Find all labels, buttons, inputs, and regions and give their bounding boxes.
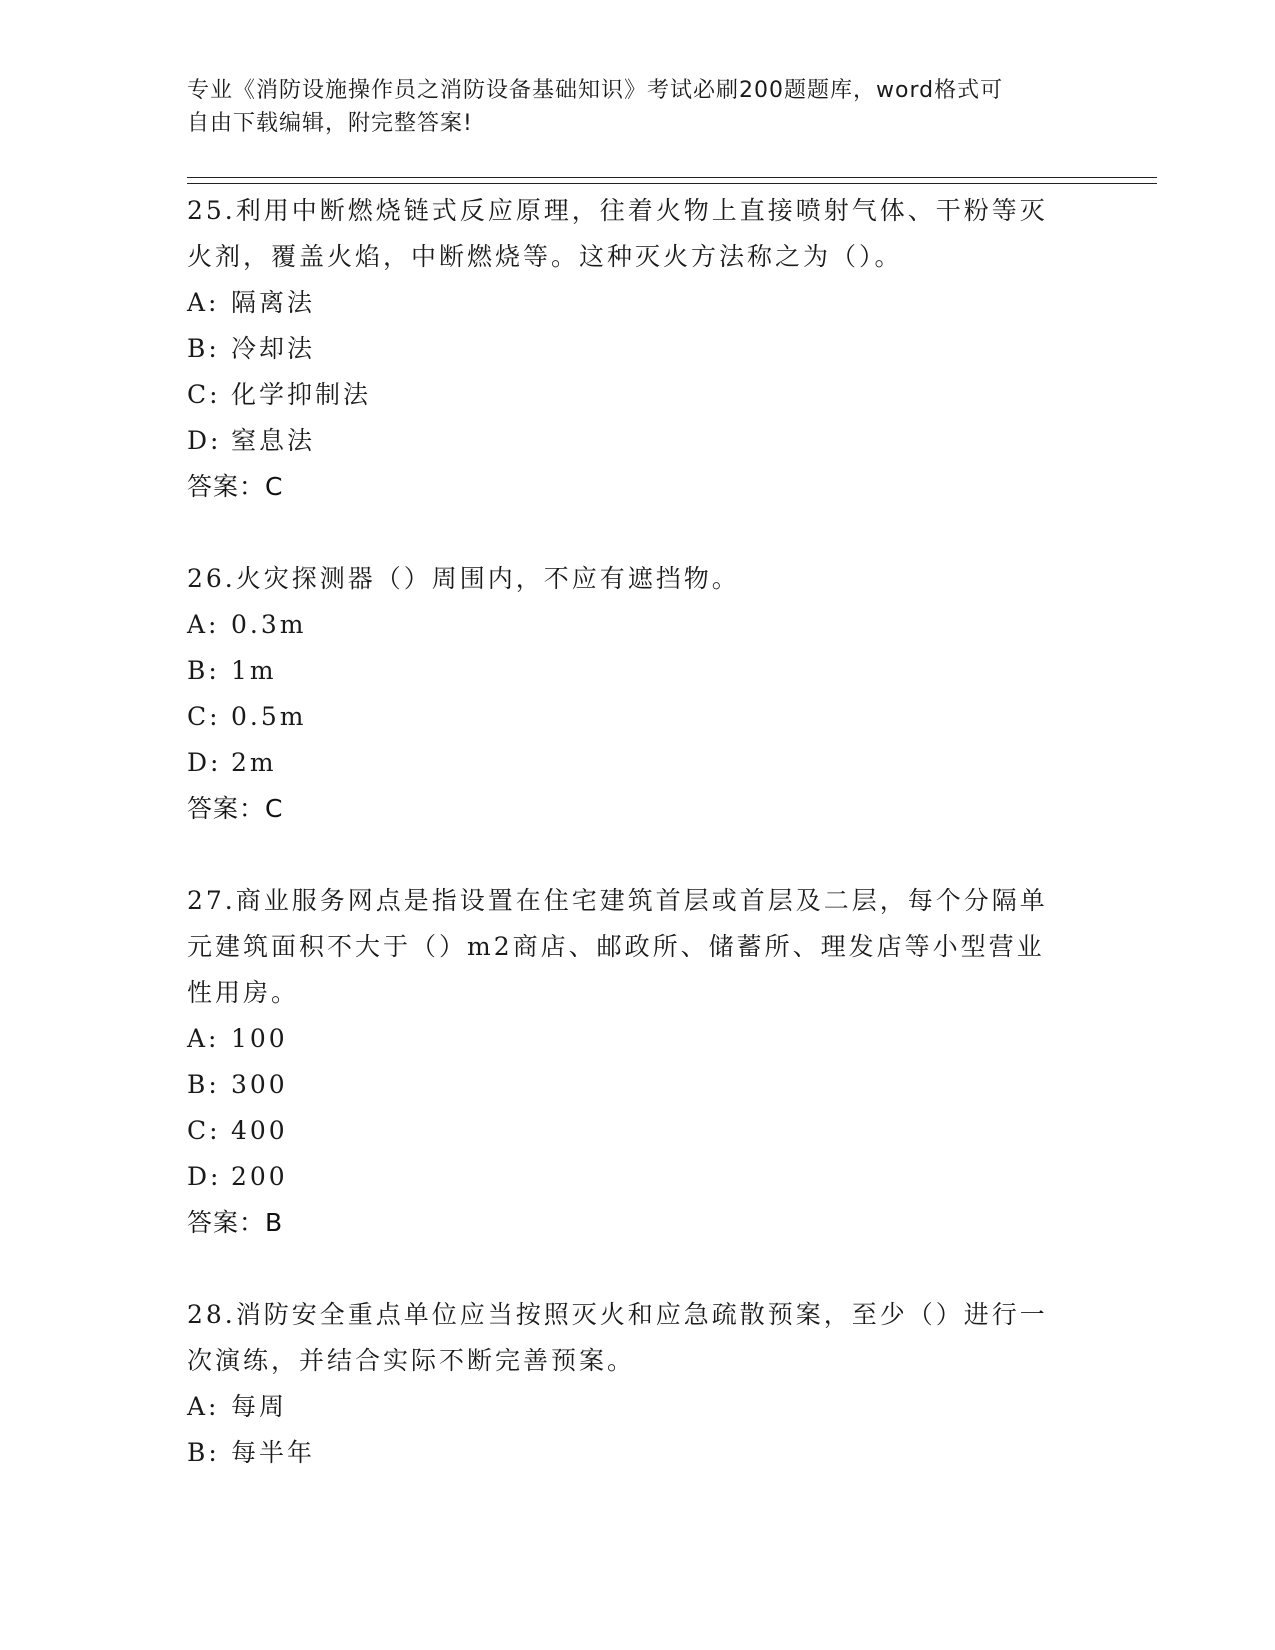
question-27 [187, 878, 1087, 1246]
option-a: A: 隔离法 [187, 288, 316, 317]
option-b: B: 每半年 [187, 1438, 316, 1467]
question-stem-line: 25.利用中断燃烧链式反应原理，往着火物上直接喷射气体、干粉等灭 [187, 196, 1048, 225]
question-stem-line: 元建筑面积不大于（）m2商店、邮政所、储蓄所、理发店等小型营业 [187, 932, 1045, 961]
option-b: B: 1m [187, 656, 277, 685]
option-a: A: 0.3m [187, 610, 307, 639]
question-spacer [187, 832, 1087, 878]
question-stem-line: 27.商业服务网点是指设置在住宅建筑首层或首层及二层，每个分隔单 [187, 886, 1048, 915]
option-a: A: 100 [187, 1024, 288, 1053]
question-spacer [187, 1246, 1087, 1292]
question-stem-line: 28.消防安全重点单位应当按照灭火和应急疏散预案，至少（）进行一 [187, 1300, 1048, 1329]
question-26 [187, 556, 1087, 832]
question-25 [187, 188, 1087, 510]
option-c: C: 化学抑制法 [187, 380, 372, 409]
option-c: C: 0.5m [187, 702, 307, 731]
question-stem-line: 性用房。 [187, 978, 300, 1007]
answer-line: 答案：C [187, 472, 284, 501]
header-divider-bottom [187, 183, 1157, 184]
question-28 [187, 1292, 1087, 1476]
question-list [187, 188, 1087, 1476]
question-spacer [187, 510, 1087, 556]
answer-line: 答案：B [187, 1208, 284, 1237]
header-line-1: 专业《消防设施操作员之消防设备基础知识》考试必刷200题题库，word格式可 [187, 78, 1004, 103]
option-d: D: 200 [187, 1162, 288, 1191]
header-line-2: 自由下载编辑，附完整答案! [187, 111, 473, 136]
option-c: C: 400 [187, 1116, 288, 1145]
question-stem-line: 次演练，并结合实际不断完善预案。 [187, 1346, 636, 1375]
question-stem-line: 火剂，覆盖火焰，中断燃烧等。这种灭火方法称之为（）。 [187, 242, 903, 271]
option-d: D: 窒息法 [187, 426, 316, 455]
document-header [187, 74, 1067, 140]
option-d: D: 2m [187, 748, 277, 777]
option-b: B: 冷却法 [187, 334, 316, 363]
option-a: A: 每周 [187, 1392, 288, 1421]
option-b: B: 300 [187, 1070, 288, 1099]
question-stem-line: 26.火灾探测器（）周围内，不应有遮挡物。 [187, 564, 740, 593]
header-divider-top [187, 177, 1157, 178]
answer-line: 答案：C [187, 794, 284, 823]
